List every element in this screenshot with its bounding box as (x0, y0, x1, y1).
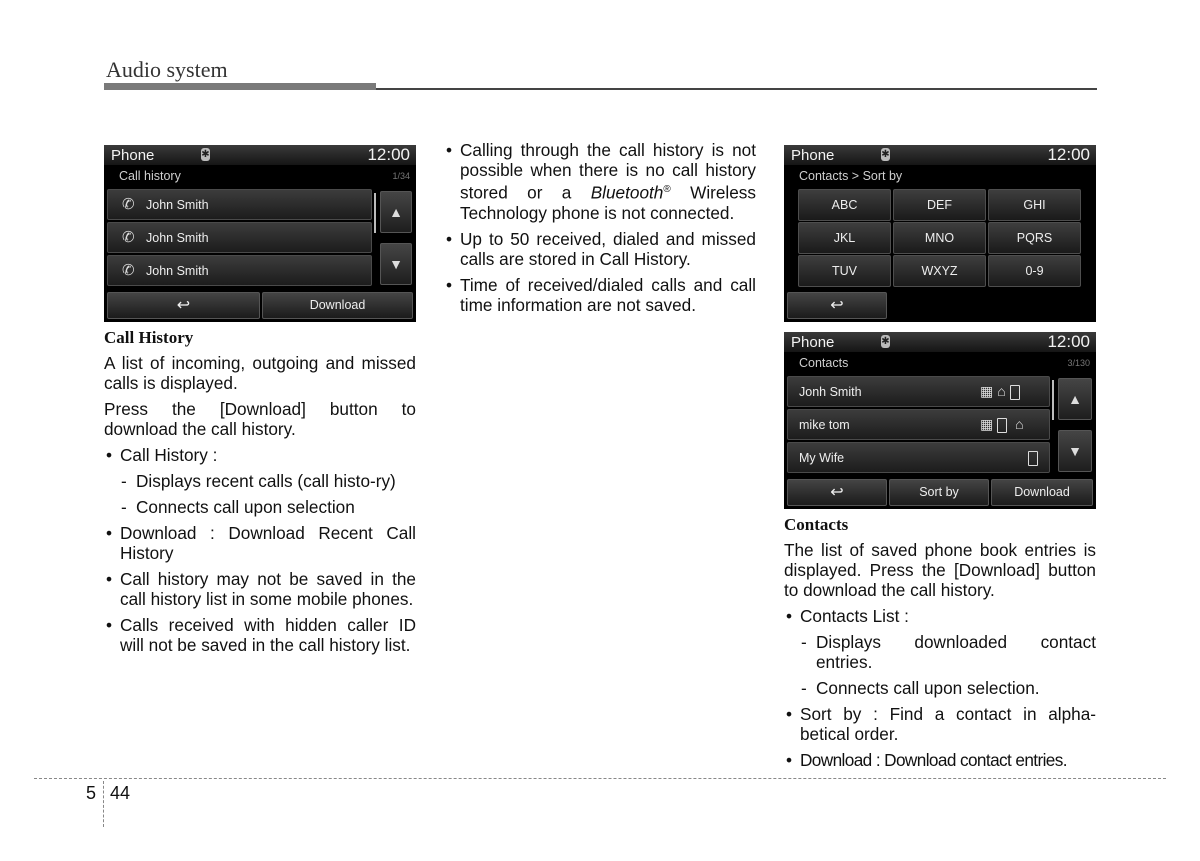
bullet: • Up to 50 received, dialed and missed calls are stored in Call History. (444, 229, 756, 269)
bluetooth-icon: ✱ (201, 149, 210, 160)
heading: Call History (104, 328, 194, 347)
missed-call-icon: ✆ (122, 196, 135, 213)
page-number: 44 (110, 783, 131, 803)
sort-key[interactable]: WXYZ (893, 255, 986, 287)
contact-name: mike tom (799, 418, 850, 432)
section-title: Audio system (106, 57, 228, 82)
bullet: • Call history may not be saved in the call history list in some mobile phones. (104, 569, 416, 609)
paragraph: The list of saved phone book entries is displayed. Press the [Download] button to download the call history. (784, 540, 1096, 600)
bullet: • Download : Download contact entries. (784, 750, 1096, 770)
back-button[interactable] (107, 292, 260, 319)
footer-rule (34, 778, 1166, 779)
call-history-section (104, 328, 416, 661)
app-title: Phone (111, 147, 155, 164)
sort-key[interactable]: TUV (798, 255, 891, 287)
bullet: • Calls received with hidden caller ID will not be saved in the call history list. (104, 615, 416, 655)
contact-row[interactable] (787, 376, 1050, 407)
contact-name: Jonh Smith (799, 385, 862, 399)
caller-name: John Smith (146, 198, 209, 212)
screen-subtitle: Contacts (799, 356, 849, 370)
list-count: 1/34 (392, 171, 410, 181)
call-row[interactable] (107, 222, 372, 253)
sub-bullet: - Connects call upon selection. (784, 678, 1096, 698)
header-bar (104, 83, 376, 90)
bullet: • Call History : (104, 445, 416, 465)
download-button[interactable]: Download (262, 292, 413, 319)
paragraph: A list of incoming, outgoing and missed calls is displayed. (104, 353, 416, 393)
scroll-down-button[interactable]: ▼ (380, 243, 412, 285)
office-icon: ▦ (980, 383, 998, 399)
heading: Contacts (784, 515, 849, 534)
mobile-icon (1010, 385, 1020, 400)
contact-row[interactable] (787, 442, 1050, 473)
scroll-down-button[interactable]: ▼ (1058, 430, 1092, 472)
mobile-icon (1028, 451, 1038, 466)
sort-key[interactable]: PQRS (988, 222, 1081, 254)
notes-section (444, 140, 756, 321)
scroll-divider (1052, 380, 1054, 420)
bullet: • Download : Download Recent Call History (104, 523, 416, 563)
back-icon: ↩ (176, 297, 191, 314)
caller-name: John Smith (146, 231, 209, 245)
sort-key[interactable]: ABC (798, 189, 891, 221)
back-icon: ↩ (830, 484, 844, 501)
caller-name: John Smith (146, 264, 209, 278)
back-icon: ↩ (830, 297, 844, 314)
scroll-up-button[interactable]: ▲ (380, 191, 412, 233)
outgoing-call-icon: ✆ (122, 229, 135, 246)
bullet: • Sort by : Find a contact in alpha-betical order. (784, 704, 1096, 744)
bluetooth-icon: ✱ (881, 149, 890, 160)
sub-bullet: - Displays recent calls (call histo-ry) (104, 471, 416, 491)
screen-subtitle: Call history (119, 169, 181, 183)
sort-by-button[interactable]: Sort by (889, 479, 989, 506)
mobile-icon (997, 418, 1007, 433)
scroll-divider (374, 193, 376, 233)
bullet: • Calling through the call history is not possible when there is no call history stored or a Bluetooth® Wireless Technology phone is not connected. (444, 140, 756, 223)
app-title: Phone (791, 147, 835, 164)
call-row[interactable] (107, 189, 372, 220)
sub-bullet: - Displays downloaded contact entries. (784, 632, 1096, 672)
sort-key[interactable]: 0-9 (988, 255, 1081, 287)
call-history-screen (104, 145, 416, 322)
back-button[interactable] (787, 479, 887, 506)
call-row[interactable] (107, 255, 372, 286)
bullet: • Contacts List : (784, 606, 1096, 626)
office-icon: ▦ (980, 416, 998, 432)
bluetooth-icon: ✱ (881, 336, 890, 347)
home-icon: ⌂ (997, 383, 1010, 399)
sort-key[interactable]: MNO (893, 222, 986, 254)
outgoing-call-icon: ✆ (122, 262, 135, 279)
home-icon: ⌂ (1015, 416, 1028, 432)
contacts-section (784, 515, 1096, 776)
bullet: • Time of received/dialed calls and call time information are not saved. (444, 275, 756, 315)
contact-row[interactable] (787, 409, 1050, 440)
contacts-screen (784, 332, 1096, 509)
sort-key[interactable]: GHI (988, 189, 1081, 221)
back-button[interactable] (787, 292, 887, 319)
header-rule (376, 88, 1097, 90)
breadcrumb: Contacts > Sort by (799, 169, 903, 183)
clock: 12:00 (367, 145, 410, 164)
scroll-up-button[interactable]: ▲ (1058, 378, 1092, 420)
sort-key[interactable]: DEF (893, 189, 986, 221)
contact-name: My Wife (799, 451, 845, 465)
sub-bullet: - Connects call upon selection (104, 497, 416, 517)
app-title: Phone (791, 334, 835, 351)
contacts-sort-screen (784, 145, 1096, 322)
download-button[interactable]: Download (991, 479, 1093, 506)
section-number: 5 (86, 783, 97, 803)
list-count: 3/130 (1067, 358, 1090, 368)
clock: 12:00 (1047, 332, 1090, 351)
sort-key[interactable]: JKL (798, 222, 891, 254)
clock: 12:00 (1047, 145, 1090, 164)
paragraph: Press the [Download] button to download the call history. (104, 399, 416, 439)
footer-divider (103, 781, 104, 827)
